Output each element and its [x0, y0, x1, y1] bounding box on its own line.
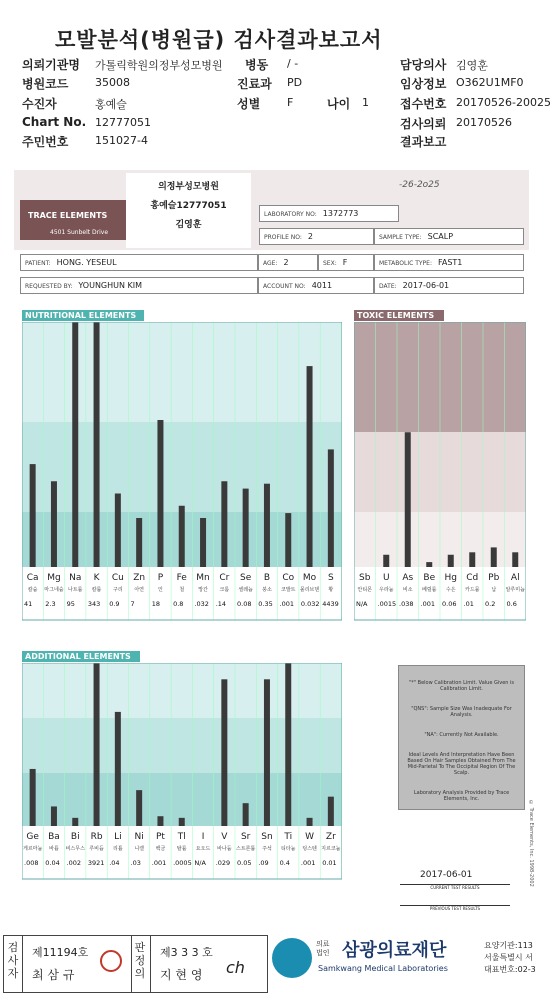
element-label: Bi — [70, 832, 80, 842]
footer-right-line: 대표번호:02-3 — [484, 965, 536, 974]
previous-results-label: PREVIOUS TEST RESULTS — [400, 905, 510, 911]
meta-label: 임상정보 — [400, 77, 447, 91]
element-label: Ba — [48, 832, 60, 842]
element-korean: 나트륨 — [68, 587, 83, 593]
element-label: Hg — [444, 573, 457, 583]
data-bar — [221, 679, 227, 826]
element-korean: 구리 — [113, 587, 123, 593]
element-label: I — [201, 832, 205, 842]
data-bar — [328, 449, 334, 567]
element-value: 18 — [151, 600, 161, 608]
element-value: 0.6 — [506, 600, 517, 608]
element-label: Cr — [219, 573, 230, 583]
data-bar — [30, 769, 36, 826]
element-korean: 알루미늄 — [505, 587, 525, 593]
meta-label: 병원코드 — [22, 77, 69, 91]
element-label: Fe — [176, 573, 187, 583]
element-label: Sb — [359, 573, 371, 583]
data-bar — [469, 552, 475, 567]
patient-field: PATIENT: HONG. YESEUL — [20, 254, 258, 271]
org-english: Samkwang Medical Laboratories — [318, 964, 448, 973]
copyright: © Trace Elements, Inc. 1998-2002 — [528, 800, 534, 887]
age-field: AGE: 2 — [258, 254, 318, 271]
data-bar — [179, 818, 185, 826]
element-label: Tl — [177, 832, 186, 842]
element-label: P — [157, 573, 164, 583]
element-label: Li — [114, 832, 122, 842]
element-value: N/A — [356, 600, 368, 608]
doctor-signature: ch — [226, 958, 245, 977]
element-value: .01 — [463, 600, 474, 608]
handwritten-note: -26-2o25 — [399, 180, 440, 190]
meta-label: 수진자 — [22, 97, 57, 111]
element-korean: 바륨 — [49, 846, 59, 852]
trace-elements-logo — [20, 200, 135, 240]
element-value: .001 — [151, 859, 167, 867]
data-bar — [72, 818, 78, 826]
data-bar — [285, 663, 291, 826]
element-label: Ge — [26, 832, 39, 842]
additional-title: ADDITIONAL ELEMENTS — [22, 651, 140, 662]
element-korean: 아연 — [134, 587, 144, 593]
element-value: 0.06 — [442, 600, 457, 608]
toxic-title: TOXIC ELEMENTS — [354, 310, 444, 321]
info-line: "QNS": Sample Size Was Inadequate For Analysis. — [411, 706, 512, 718]
meta-value: 20170526-20025 — [456, 96, 551, 109]
element-label: Ni — [134, 832, 144, 842]
element-korean: 망간 — [198, 587, 208, 593]
element-label: Co — [282, 573, 295, 583]
element-label: Cu — [111, 573, 124, 583]
element-value: .001 — [279, 600, 295, 608]
info-line: "*" Below Calibration Limit. Value Given is Calibration Limit. — [408, 680, 515, 692]
nutritional-chart — [22, 322, 342, 632]
data-bar — [426, 562, 432, 567]
element-label: U — [382, 573, 390, 583]
data-bar — [115, 712, 121, 826]
data-bar — [72, 322, 78, 567]
element-label: Ca — [26, 573, 39, 583]
requested-field: REQUESTED BY: YOUNGHUN KIM — [20, 277, 258, 294]
info-box — [398, 665, 525, 810]
element-value: 0.35 — [258, 600, 273, 608]
toxic-chart — [354, 322, 526, 632]
data-bar — [512, 552, 518, 567]
element-label: Be — [423, 573, 436, 583]
element-label: Al — [510, 573, 520, 583]
info-line: Laboratory Analysis Provided by Trace Elements, Inc. — [413, 790, 510, 802]
org-small: 의료 법인 — [316, 940, 330, 957]
element-korean: 주석 — [262, 846, 272, 852]
element-label: V — [221, 832, 228, 842]
element-label: S — [327, 573, 334, 583]
tester-no: 제11194호 — [32, 946, 89, 959]
element-value: .029 — [215, 859, 231, 867]
element-value: 4439 — [322, 600, 339, 608]
hospital-stamp — [126, 173, 251, 248]
element-label: Na — [69, 573, 82, 583]
stamp-line: 김영훈 — [175, 220, 202, 230]
element-label: Ti — [284, 832, 293, 842]
element-label: Pb — [488, 573, 500, 583]
data-bar — [264, 484, 270, 567]
data-bar — [491, 547, 497, 567]
element-label: Sr — [240, 832, 251, 842]
element-value: 0.01 — [322, 859, 337, 867]
element-korean: 칼륨 — [91, 587, 102, 593]
element-korean: 카드뮴 — [465, 587, 480, 593]
doctor-name: 지 현 영 — [160, 968, 203, 982]
element-label: Cd — [466, 573, 479, 583]
element-korean: 텅스텐 — [302, 846, 317, 852]
element-label: Zr — [325, 832, 336, 842]
data-bar — [264, 679, 270, 826]
element-value: 3921 — [87, 859, 105, 867]
data-bar — [285, 513, 291, 567]
element-value: .038 — [399, 600, 414, 608]
meta-label: 담당의사 — [400, 58, 447, 72]
report-title: 모발분석(병원급) 검사결과보고서 — [55, 28, 383, 52]
meta-value: 12777051 — [95, 116, 151, 129]
meta-value: O362U1MF0 — [456, 76, 524, 89]
meta-value: PD — [287, 76, 303, 89]
meta-value: F — [287, 96, 294, 109]
data-bar — [221, 481, 227, 567]
element-value: 0.04 — [45, 859, 60, 867]
meta-label: 의뢰기관명 — [22, 58, 80, 72]
element-value: .008 — [24, 859, 39, 867]
footer-right-line: 서울특별시 서 — [484, 953, 533, 962]
nutritional-title: NUTRITIONAL ELEMENTS — [22, 310, 144, 321]
meta-value: 김영훈 — [456, 59, 488, 72]
element-korean: 베릴륨 — [422, 587, 437, 593]
trace-elements-header — [14, 170, 529, 305]
org-name: 삼광의료재단 — [342, 940, 447, 961]
element-label: B — [263, 573, 271, 583]
data-bar — [157, 816, 163, 826]
element-value: .0005 — [173, 859, 192, 867]
meta-label: 성별 — [237, 97, 261, 111]
element-value: 0.05 — [237, 859, 252, 867]
data-bar — [328, 797, 334, 826]
element-korean: 지르코늄 — [321, 846, 341, 852]
data-bar — [94, 322, 100, 567]
element-korean: 수은 — [445, 587, 456, 593]
element-value: 0.8 — [173, 600, 184, 608]
data-bar — [448, 555, 454, 567]
element-value: .001 — [420, 600, 435, 608]
lab-no-field: LABORATORY NO: 1372773 — [259, 205, 399, 222]
element-label: Mg — [47, 573, 61, 583]
data-bar — [157, 420, 163, 567]
element-korean: 칼슘 — [27, 587, 38, 593]
range-band — [22, 718, 342, 773]
additional-chart — [22, 663, 342, 883]
element-korean: 티타늄 — [281, 846, 296, 852]
meta-label: Chart No. — [22, 115, 87, 129]
sex-field: SEX: F — [318, 254, 374, 271]
data-bar — [115, 494, 121, 568]
element-value: 0.4 — [279, 859, 290, 867]
element-korean: 루비듐 — [89, 846, 104, 852]
data-bar — [243, 803, 249, 826]
element-value: .002 — [66, 859, 82, 867]
element-value: 95 — [66, 600, 75, 608]
element-korean: 비소 — [402, 587, 413, 593]
meta-label: 결과보고 — [400, 135, 447, 149]
data-bar — [94, 663, 100, 826]
meta-label: 접수번호 — [400, 97, 447, 111]
element-value: .032 — [194, 600, 209, 608]
meta-value: 151027-4 — [95, 134, 148, 147]
tester-label: 검사자 — [7, 941, 19, 980]
element-korean: 니켈 — [134, 846, 144, 852]
signature-box — [3, 935, 268, 993]
element-korean: 바나듐 — [217, 846, 232, 852]
element-value: .09 — [258, 859, 269, 867]
element-korean: 인 — [158, 587, 163, 593]
doctor-no: 제3 3 3 호 — [160, 946, 213, 959]
element-value: 0.08 — [237, 600, 252, 608]
element-value: 2.3 — [45, 600, 56, 608]
data-bar — [405, 432, 411, 567]
stamp-line: 의정부성모병원 — [158, 182, 219, 192]
element-korean: 크롬 — [219, 587, 230, 593]
element-korean: 우라늄 — [379, 587, 394, 593]
element-label: Mn — [196, 573, 210, 583]
element-label: Rb — [90, 832, 103, 842]
range-band — [22, 422, 342, 512]
meta-value: 가톨릭학원의정부성모병원 — [95, 59, 223, 72]
data-bar — [179, 506, 185, 567]
meta-label: 병동 — [245, 58, 269, 72]
data-bar — [243, 489, 249, 567]
element-value: 343 — [87, 600, 101, 608]
lab-logo-icon — [272, 938, 312, 978]
meta-label: 검사의뢰 — [400, 117, 447, 131]
data-bar — [30, 464, 36, 567]
element-value: 0.032 — [300, 600, 320, 608]
element-value: 0.2 — [485, 600, 496, 608]
element-korean: 요오드 — [195, 846, 211, 852]
logo-address: 4501 Sunbelt Drive — [50, 229, 109, 236]
tester-seal — [100, 950, 122, 972]
range-band — [22, 663, 342, 718]
element-korean: 몰리브덴 — [299, 587, 320, 593]
meta-label: 주민번호 — [22, 135, 69, 149]
element-label: Se — [240, 573, 252, 583]
element-korean: 납 — [491, 587, 497, 593]
meta-label: 나이 — [327, 97, 351, 111]
element-value: 7 — [130, 600, 135, 608]
data-bar — [307, 366, 313, 567]
element-korean: 백금 — [155, 846, 166, 852]
element-value: .03 — [130, 859, 141, 867]
data-bar — [136, 790, 142, 826]
element-korean: 철 — [179, 587, 185, 593]
element-label: As — [402, 573, 414, 583]
element-korean: 붕소 — [262, 587, 272, 593]
data-bar — [51, 806, 57, 826]
info-line: "NA": Currently Not Available. — [424, 732, 499, 738]
element-korean: 황 — [328, 587, 334, 593]
element-value: .0015 — [377, 600, 397, 608]
tester-name: 최 삼 규 — [32, 968, 75, 982]
element-korean: 게르마늄 — [22, 846, 43, 852]
data-bar — [200, 518, 206, 567]
element-korean: 코발트 — [281, 587, 296, 593]
meta-value: / - — [287, 57, 299, 70]
report-date: 2017-06-01 — [420, 870, 473, 880]
meta-value: 35008 — [95, 76, 130, 89]
data-bar — [136, 518, 142, 567]
range-band — [22, 322, 342, 422]
element-korean: 셀레늄 — [238, 587, 253, 593]
meta-value: 1 — [362, 96, 369, 109]
element-label: Zn — [133, 573, 146, 583]
data-bar — [383, 555, 389, 567]
element-korean: 스트론튬 — [235, 846, 256, 852]
stamp-line: 홍예슬12777051 — [150, 201, 227, 211]
element-value: .001 — [300, 859, 316, 867]
footer-right-line: 요양기관:113 — [484, 941, 533, 950]
meta-value: 홍예슬 — [95, 98, 127, 111]
element-label: Sn — [261, 832, 273, 842]
element-korean: 비스무스 — [65, 846, 85, 852]
element-label: W — [305, 832, 315, 842]
element-korean: 리튬 — [113, 846, 123, 852]
profile-field: PROFILE NO: 2 — [259, 228, 374, 245]
element-korean: 마그네슘 — [44, 587, 64, 593]
sample-field: SAMPLE TYPE: SCALP — [374, 228, 524, 245]
current-results-label: CURRENT TEST RESULTS — [400, 884, 510, 890]
element-label: Mo — [302, 573, 317, 583]
doctor-label: 판정의 — [134, 941, 146, 980]
footer — [0, 932, 551, 1000]
element-value: N/A — [194, 859, 206, 867]
element-korean: 안티몬 — [357, 587, 372, 593]
element-value: 0.9 — [109, 600, 120, 608]
meta-label: 진료과 — [237, 77, 272, 91]
logo-text: TRACE ELEMENTS — [28, 211, 108, 220]
info-line: Ideal Levels And Interpretation Have Been Based On Hair Samples Obtained From The Mid-Parietal To The Occipital Region Of The Scalp. — [407, 752, 516, 776]
metabolic-field: METABOLIC TYPE: FAST1 — [374, 254, 524, 271]
element-korean: 탈륨 — [176, 846, 187, 852]
element-label: Pt — [155, 832, 165, 842]
element-value: .04 — [109, 859, 120, 867]
element-value: 41 — [24, 600, 33, 608]
meta-value: 20170526 — [456, 116, 512, 129]
data-bar — [307, 818, 313, 826]
element-label: K — [93, 573, 100, 583]
element-value: .14 — [215, 600, 227, 608]
data-bar — [51, 481, 57, 567]
date-field: DATE: 2017-06-01 — [374, 277, 524, 294]
account-field: ACCOUNT NO: 4011 — [258, 277, 374, 294]
